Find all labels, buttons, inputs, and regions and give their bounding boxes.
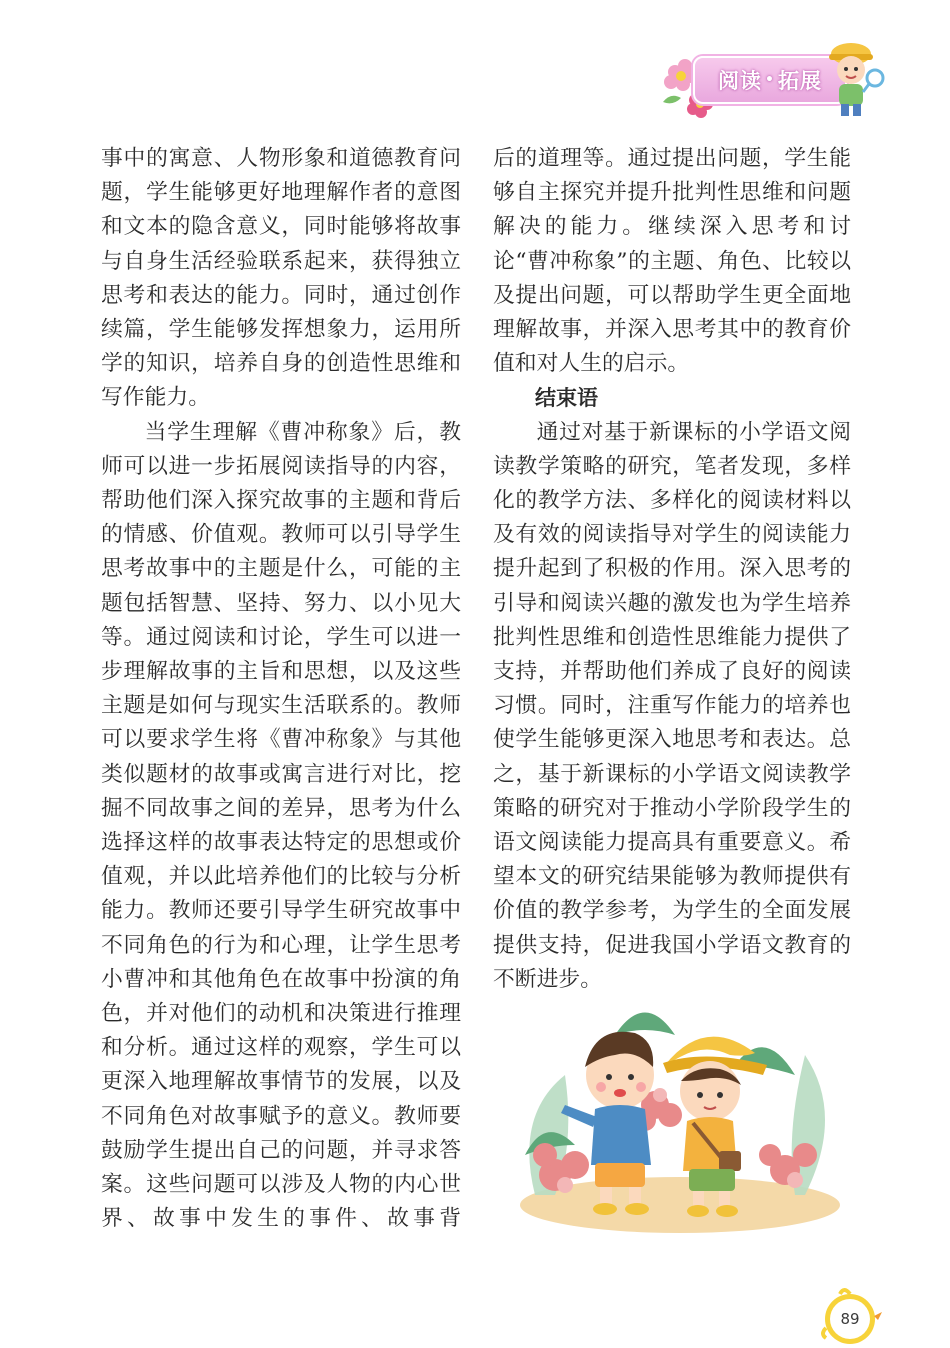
page-number: 89 — [840, 1310, 860, 1328]
right-paragraph-2: 通过对基于新课标的小学语文阅读教学策略的研究，笔者发现，多样化的教学方法、多样化的阅读材料以及有效的阅读指导对学生的阅读能力提升起到了积极的作用。深入思考的引导和阅读兴趣的激发也为学生培养批判性思维和创造性思维能力提供了支持，并帮助他们养成了良好的阅读习惯。同时，注重写作能力的培养也使学生能够更深入地思考和表达。总之，基于新课标的小学语文阅读教学策略的研究对于推动小学阶段学生的语文阅读能力提高具有重要意义。希望本文的研究结果能够为教师提供有价值的教学参考，为学生的全面发展提供支持，促进我国小学语文教育的不断进步。 — [493, 419, 851, 992]
conclusion-heading: 结束语 — [535, 386, 598, 411]
children-illustration — [505, 995, 855, 1235]
badge-text-read: 阅读 — [718, 69, 763, 93]
left-paragraph-2: 当学生理解《曹冲称象》后，教师可以进一步拓展阅读指导的内容，帮助他们深入探究故事的主题和背后的情感、价值观。教师可以引导学生思考故事中的主题是什么，可能的主题包括智慧、坚持、努力、以小见大等。通过阅读和讨论，学生可以进一步理解故事的主旨和思想，以及这些主题是如何与现实生活联系的。教师可以要求学生将《曹冲称象》与其他类似题材的故事或寓言进行对比，挖掘不同故事之间的差异，思考为什么选择这样的故事表达特定的思想或价值观，并以此培养他们的比较与分析能力。教师还要引导学生研究故事中不同角色的行为和心理，让学生思考小曹冲和其他角色在故事中扮演的角色，并对他们的动机和决策进行推理和分析。通过这样的观察，学生可以更深入地理解故事情节的发展，以及不同角色对故事赋予的意义。教师要鼓励学生提出自己的问题，并寻求答案。这些问题可以涉及人物的内心世界、故事中发生的事件、故事背 — [101, 419, 461, 1232]
right-paragraph-1: 后的道理等。通过提出问题，学生能够自主探究并提升批判性思维和问题解决的能力。继续深入思考和讨论“曹冲称象”的主题、角色、比较以及提出问题，可以帮助学生更全面地理解故事，并深入思考其中的教育价值和对人生的启示。 — [493, 146, 851, 377]
right-column — [493, 142, 851, 997]
page-number-badge — [818, 1286, 884, 1348]
badge-text-expand: 拓展 — [777, 69, 822, 93]
explorer-kid-icon — [823, 38, 889, 118]
badge-separator: • — [765, 72, 775, 88]
left-paragraph-1: 事中的寓意、人物形象和道德教育问题，学生能够更好地理解作者的意图和文本的隐含意义，同时能够将故事与自身生活经验联系起来，获得独立思考和表达的能力。同时，通过创作续篇，学生能够发挥想象力，运用所学的知识，培养自身的创造性思维和写作能力。 — [101, 146, 461, 411]
left-column — [101, 142, 461, 1237]
section-badge — [655, 38, 890, 118]
